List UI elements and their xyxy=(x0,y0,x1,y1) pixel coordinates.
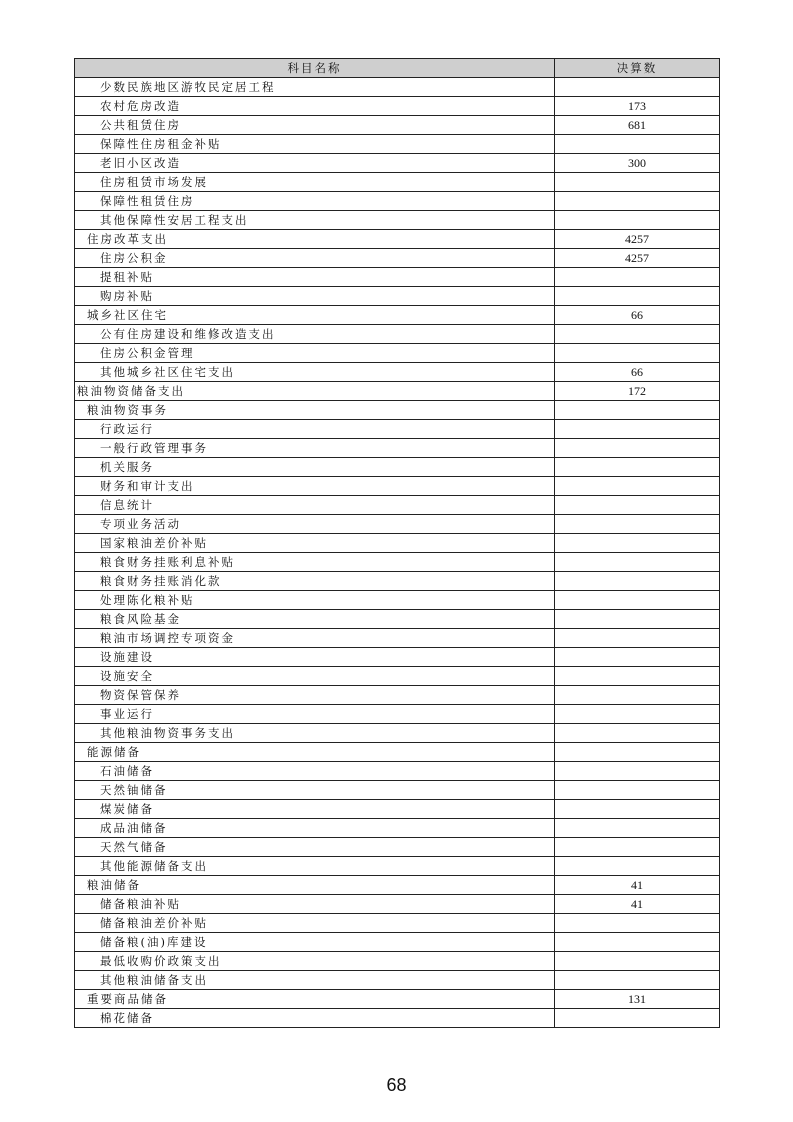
subject-name-cell: 一般行政管理事务 xyxy=(75,439,555,458)
amount-cell xyxy=(555,477,720,496)
amount-cell xyxy=(555,268,720,287)
subject-name-cell: 储备粮油补贴 xyxy=(75,895,555,914)
table-row xyxy=(75,762,720,781)
amount-cell: 41 xyxy=(555,895,720,914)
subject-name-cell: 能源储备 xyxy=(75,743,555,762)
amount-cell: 131 xyxy=(555,990,720,1009)
table-row xyxy=(75,325,720,344)
amount-cell xyxy=(555,781,720,800)
header-final-amount: 决算数 xyxy=(555,59,720,78)
table-row xyxy=(75,401,720,420)
amount-cell: 681 xyxy=(555,116,720,135)
page-number: 68 xyxy=(386,1075,407,1095)
table-row xyxy=(75,743,720,762)
amount-cell: 41 xyxy=(555,876,720,895)
table-row xyxy=(75,838,720,857)
subject-name-cell: 住房公积金管理 xyxy=(75,344,555,363)
amount-cell xyxy=(555,553,720,572)
table-row xyxy=(75,724,720,743)
amount-cell: 172 xyxy=(555,382,720,401)
amount-cell xyxy=(555,629,720,648)
table-row xyxy=(75,135,720,154)
table-row xyxy=(75,591,720,610)
amount-cell xyxy=(555,971,720,990)
table-row xyxy=(75,420,720,439)
amount-cell xyxy=(555,344,720,363)
subject-name-cell: 粮食财务挂账消化款 xyxy=(75,572,555,591)
subject-name-cell: 天然气储备 xyxy=(75,838,555,857)
table-row xyxy=(75,610,720,629)
subject-name-cell: 住房改革支出 xyxy=(75,230,555,249)
amount-cell xyxy=(555,648,720,667)
subject-name-cell: 事业运行 xyxy=(75,705,555,724)
amount-cell: 66 xyxy=(555,306,720,325)
table-row xyxy=(75,895,720,914)
table-row xyxy=(75,667,720,686)
subject-name-cell: 公有住房建设和维修改造支出 xyxy=(75,325,555,344)
subject-name-cell: 专项业务活动 xyxy=(75,515,555,534)
table-header xyxy=(75,59,720,78)
amount-cell xyxy=(555,192,720,211)
subject-name-cell: 最低收购价政策支出 xyxy=(75,952,555,971)
table-row xyxy=(75,800,720,819)
amount-cell: 300 xyxy=(555,154,720,173)
table-row xyxy=(75,686,720,705)
table-row xyxy=(75,230,720,249)
table-row xyxy=(75,154,720,173)
subject-name-cell: 煤炭储备 xyxy=(75,800,555,819)
subject-name-cell: 粮油物资储备支出 xyxy=(75,382,555,401)
subject-name-cell: 其他能源储备支出 xyxy=(75,857,555,876)
header-row xyxy=(75,59,720,78)
amount-cell xyxy=(555,439,720,458)
amount-cell xyxy=(555,591,720,610)
amount-cell xyxy=(555,420,720,439)
table-row xyxy=(75,648,720,667)
subject-name-cell: 行政运行 xyxy=(75,420,555,439)
amount-cell xyxy=(555,458,720,477)
subject-name-cell: 保障性住房租金补贴 xyxy=(75,135,555,154)
subject-name-cell: 住房租赁市场发展 xyxy=(75,173,555,192)
amount-cell xyxy=(555,173,720,192)
amount-cell xyxy=(555,724,720,743)
table-row xyxy=(75,382,720,401)
subject-name-cell: 信息统计 xyxy=(75,496,555,515)
table-row xyxy=(75,173,720,192)
subject-name-cell: 物资保管保养 xyxy=(75,686,555,705)
table-row xyxy=(75,952,720,971)
subject-name-cell: 其他粮油储备支出 xyxy=(75,971,555,990)
table-row xyxy=(75,515,720,534)
table-row xyxy=(75,249,720,268)
table-row xyxy=(75,439,720,458)
table-row xyxy=(75,1009,720,1028)
table-row xyxy=(75,876,720,895)
table-row xyxy=(75,287,720,306)
table-body xyxy=(75,78,720,1028)
subject-name-cell: 粮油市场调控专项资金 xyxy=(75,629,555,648)
table-row xyxy=(75,363,720,382)
table-row xyxy=(75,933,720,952)
subject-name-cell: 储备粮(油)库建设 xyxy=(75,933,555,952)
subject-name-cell: 成品油储备 xyxy=(75,819,555,838)
header-subject-name: 科目名称 xyxy=(75,59,555,78)
table-row xyxy=(75,572,720,591)
subject-name-cell: 住房公积金 xyxy=(75,249,555,268)
subject-name-cell: 财务和审计支出 xyxy=(75,477,555,496)
table-row xyxy=(75,990,720,1009)
amount-cell xyxy=(555,667,720,686)
amount-cell xyxy=(555,1009,720,1028)
amount-cell xyxy=(555,610,720,629)
subject-name-cell: 提租补贴 xyxy=(75,268,555,287)
table-row xyxy=(75,458,720,477)
table-row xyxy=(75,553,720,572)
amount-cell xyxy=(555,534,720,553)
table-row xyxy=(75,306,720,325)
table-row xyxy=(75,819,720,838)
table-row xyxy=(75,477,720,496)
amount-cell: 4257 xyxy=(555,230,720,249)
amount-cell: 173 xyxy=(555,97,720,116)
amount-cell xyxy=(555,325,720,344)
amount-cell xyxy=(555,686,720,705)
amount-cell xyxy=(555,819,720,838)
amount-cell xyxy=(555,914,720,933)
amount-cell xyxy=(555,705,720,724)
subject-name-cell: 老旧小区改造 xyxy=(75,154,555,173)
table-row xyxy=(75,116,720,135)
subject-name-cell: 保障性租赁住房 xyxy=(75,192,555,211)
subject-name-cell: 储备粮油差价补贴 xyxy=(75,914,555,933)
table-row xyxy=(75,971,720,990)
amount-cell xyxy=(555,211,720,230)
amount-cell xyxy=(555,762,720,781)
table-row xyxy=(75,268,720,287)
amount-cell: 66 xyxy=(555,363,720,382)
subject-name-cell: 设施安全 xyxy=(75,667,555,686)
subject-name-cell: 设施建设 xyxy=(75,648,555,667)
table-row xyxy=(75,78,720,97)
table-row xyxy=(75,781,720,800)
table-row xyxy=(75,705,720,724)
subject-name-cell: 其他城乡社区住宅支出 xyxy=(75,363,555,382)
table-row xyxy=(75,914,720,933)
amount-cell xyxy=(555,838,720,857)
subject-name-cell: 棉花储备 xyxy=(75,1009,555,1028)
amount-cell xyxy=(555,572,720,591)
amount-cell xyxy=(555,933,720,952)
subject-name-cell: 其他粮油物资事务支出 xyxy=(75,724,555,743)
amount-cell xyxy=(555,857,720,876)
subject-name-cell: 天然铀储备 xyxy=(75,781,555,800)
table-row xyxy=(75,534,720,553)
budget-table xyxy=(74,58,720,1028)
amount-cell xyxy=(555,401,720,420)
subject-name-cell: 机关服务 xyxy=(75,458,555,477)
subject-name-cell: 重要商品储备 xyxy=(75,990,555,1009)
subject-name-cell: 国家粮油差价补贴 xyxy=(75,534,555,553)
amount-cell xyxy=(555,496,720,515)
subject-name-cell: 粮油储备 xyxy=(75,876,555,895)
table-row xyxy=(75,192,720,211)
subject-name-cell: 粮油物资事务 xyxy=(75,401,555,420)
subject-name-cell: 农村危房改造 xyxy=(75,97,555,116)
table-row xyxy=(75,629,720,648)
table-row xyxy=(75,344,720,363)
table-row xyxy=(75,857,720,876)
amount-cell xyxy=(555,743,720,762)
amount-cell xyxy=(555,952,720,971)
subject-name-cell: 粮食财务挂账利息补贴 xyxy=(75,553,555,572)
subject-name-cell: 少数民族地区游牧民定居工程 xyxy=(75,78,555,97)
table-row xyxy=(75,97,720,116)
amount-cell xyxy=(555,800,720,819)
subject-name-cell: 城乡社区住宅 xyxy=(75,306,555,325)
table-row xyxy=(75,496,720,515)
amount-cell xyxy=(555,78,720,97)
subject-name-cell: 其他保障性安居工程支出 xyxy=(75,211,555,230)
amount-cell xyxy=(555,287,720,306)
amount-cell xyxy=(555,515,720,534)
amount-cell: 4257 xyxy=(555,249,720,268)
amount-cell xyxy=(555,135,720,154)
table-row xyxy=(75,211,720,230)
subject-name-cell: 购房补贴 xyxy=(75,287,555,306)
subject-name-cell: 粮食风险基金 xyxy=(75,610,555,629)
budget-table-container xyxy=(74,58,719,1028)
subject-name-cell: 公共租赁住房 xyxy=(75,116,555,135)
subject-name-cell: 石油储备 xyxy=(75,762,555,781)
subject-name-cell: 处理陈化粮补贴 xyxy=(75,591,555,610)
